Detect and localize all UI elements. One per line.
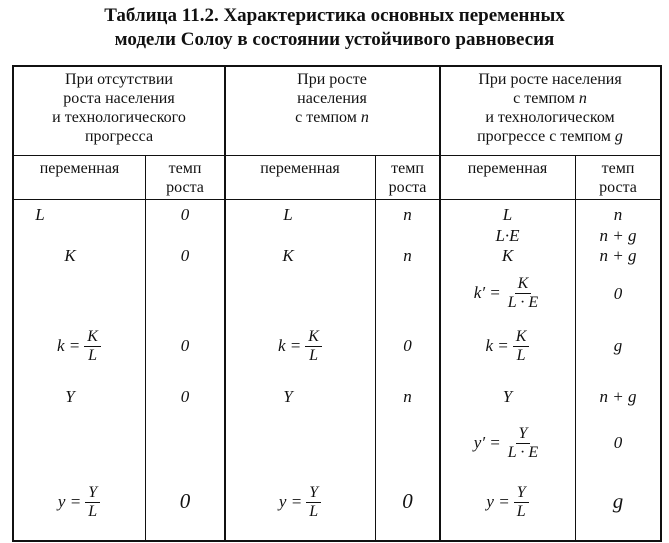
row-Y-rate-2: n	[403, 387, 412, 406]
row-L-rate-1: 0	[180, 205, 190, 224]
row-kprime-formula-3: k′ = $\frac{K}{L \cdot E}$	[473, 274, 539, 311]
row-L-var-3: L	[502, 205, 513, 224]
row-yprime-rate-3: 0	[613, 433, 623, 452]
row-K-var-1: K	[64, 246, 76, 265]
col-header-rate-3: темп роста	[599, 160, 637, 196]
col-header-variable-1: переменная	[39, 160, 120, 177]
row-L-rate-3: n	[613, 205, 623, 224]
row-k-rate-2: 0	[403, 336, 412, 355]
col-header-rate-2: темп роста	[388, 160, 427, 196]
table-title-line-2: модели Солоу в состоянии устойчивого равновесия	[114, 29, 555, 50]
right-border	[660, 65, 662, 542]
row-LE-var-3: L·E	[495, 226, 520, 245]
subheader-divider	[12, 199, 662, 200]
table-bottom-border	[12, 540, 662, 542]
row-k-formula-3: k = $\frac{K}{L}$	[440, 323, 575, 369]
row-Y-rate-1: 0	[180, 387, 190, 406]
table-top-border	[12, 65, 662, 67]
row-y-formula-3: y = $\frac{Y}{L}$	[440, 479, 575, 525]
row-yprime-formula-3: y′ = $\frac{Y}{L \cdot E}$	[473, 424, 539, 461]
row-K-rate-2: n	[403, 246, 412, 265]
row-k-rate-1: 0	[180, 336, 190, 355]
row-y-formula-2: y = $\frac{Y}{L}$	[225, 479, 375, 525]
table-title-line-1: Таблица 11.2. Характеристика основных переменных	[104, 5, 565, 26]
row-k-formula-1: k = $\frac{K}{L}$	[14, 323, 144, 369]
row-L-var-2: L	[283, 205, 293, 224]
row-Y-var-3: Y	[502, 387, 513, 406]
row-K-var-2: K	[282, 246, 294, 265]
row-K-rate-3: n + g	[599, 246, 637, 265]
row-K-rate-1: 0	[180, 246, 190, 265]
col-header-rate-1: темп роста	[166, 160, 204, 196]
col-header-variable-2: переменная	[260, 160, 340, 177]
row-kprime-rate-3: 0	[613, 284, 623, 303]
row-L-var-1: L	[35, 205, 45, 224]
row-y-formula-1: y = $\frac{Y}{L}$	[14, 479, 144, 525]
header-divider	[12, 155, 662, 156]
group-divider-1	[224, 65, 226, 542]
row-Y-var-1: Y	[65, 387, 75, 406]
row-LE-rate-3: n + g	[599, 226, 637, 245]
group-header-population-growth: При росте населения с темпом n	[295, 71, 369, 126]
row-y-rate-1: 0	[179, 489, 191, 513]
row-y-rate-3: g	[612, 489, 624, 513]
row-y-rate-2: 0	[402, 489, 413, 513]
row-L-rate-2: n	[403, 205, 412, 224]
row-K-var-3: K	[501, 246, 514, 265]
row-k-rate-3: g	[613, 336, 623, 355]
group-header-population-and-tech-growth: При росте населения с темпом n и технологическом прогрессе с темпом g	[477, 71, 623, 145]
col-header-variable-3: переменная	[467, 160, 548, 177]
row-Y-rate-3: n + g	[599, 387, 637, 406]
row-k-formula-2: k = $\frac{K}{L}$	[225, 323, 375, 369]
group-header-no-growth: При отсутствии роста населения и технологического прогресса	[52, 71, 186, 145]
row-Y-var-2: Y	[283, 387, 293, 406]
